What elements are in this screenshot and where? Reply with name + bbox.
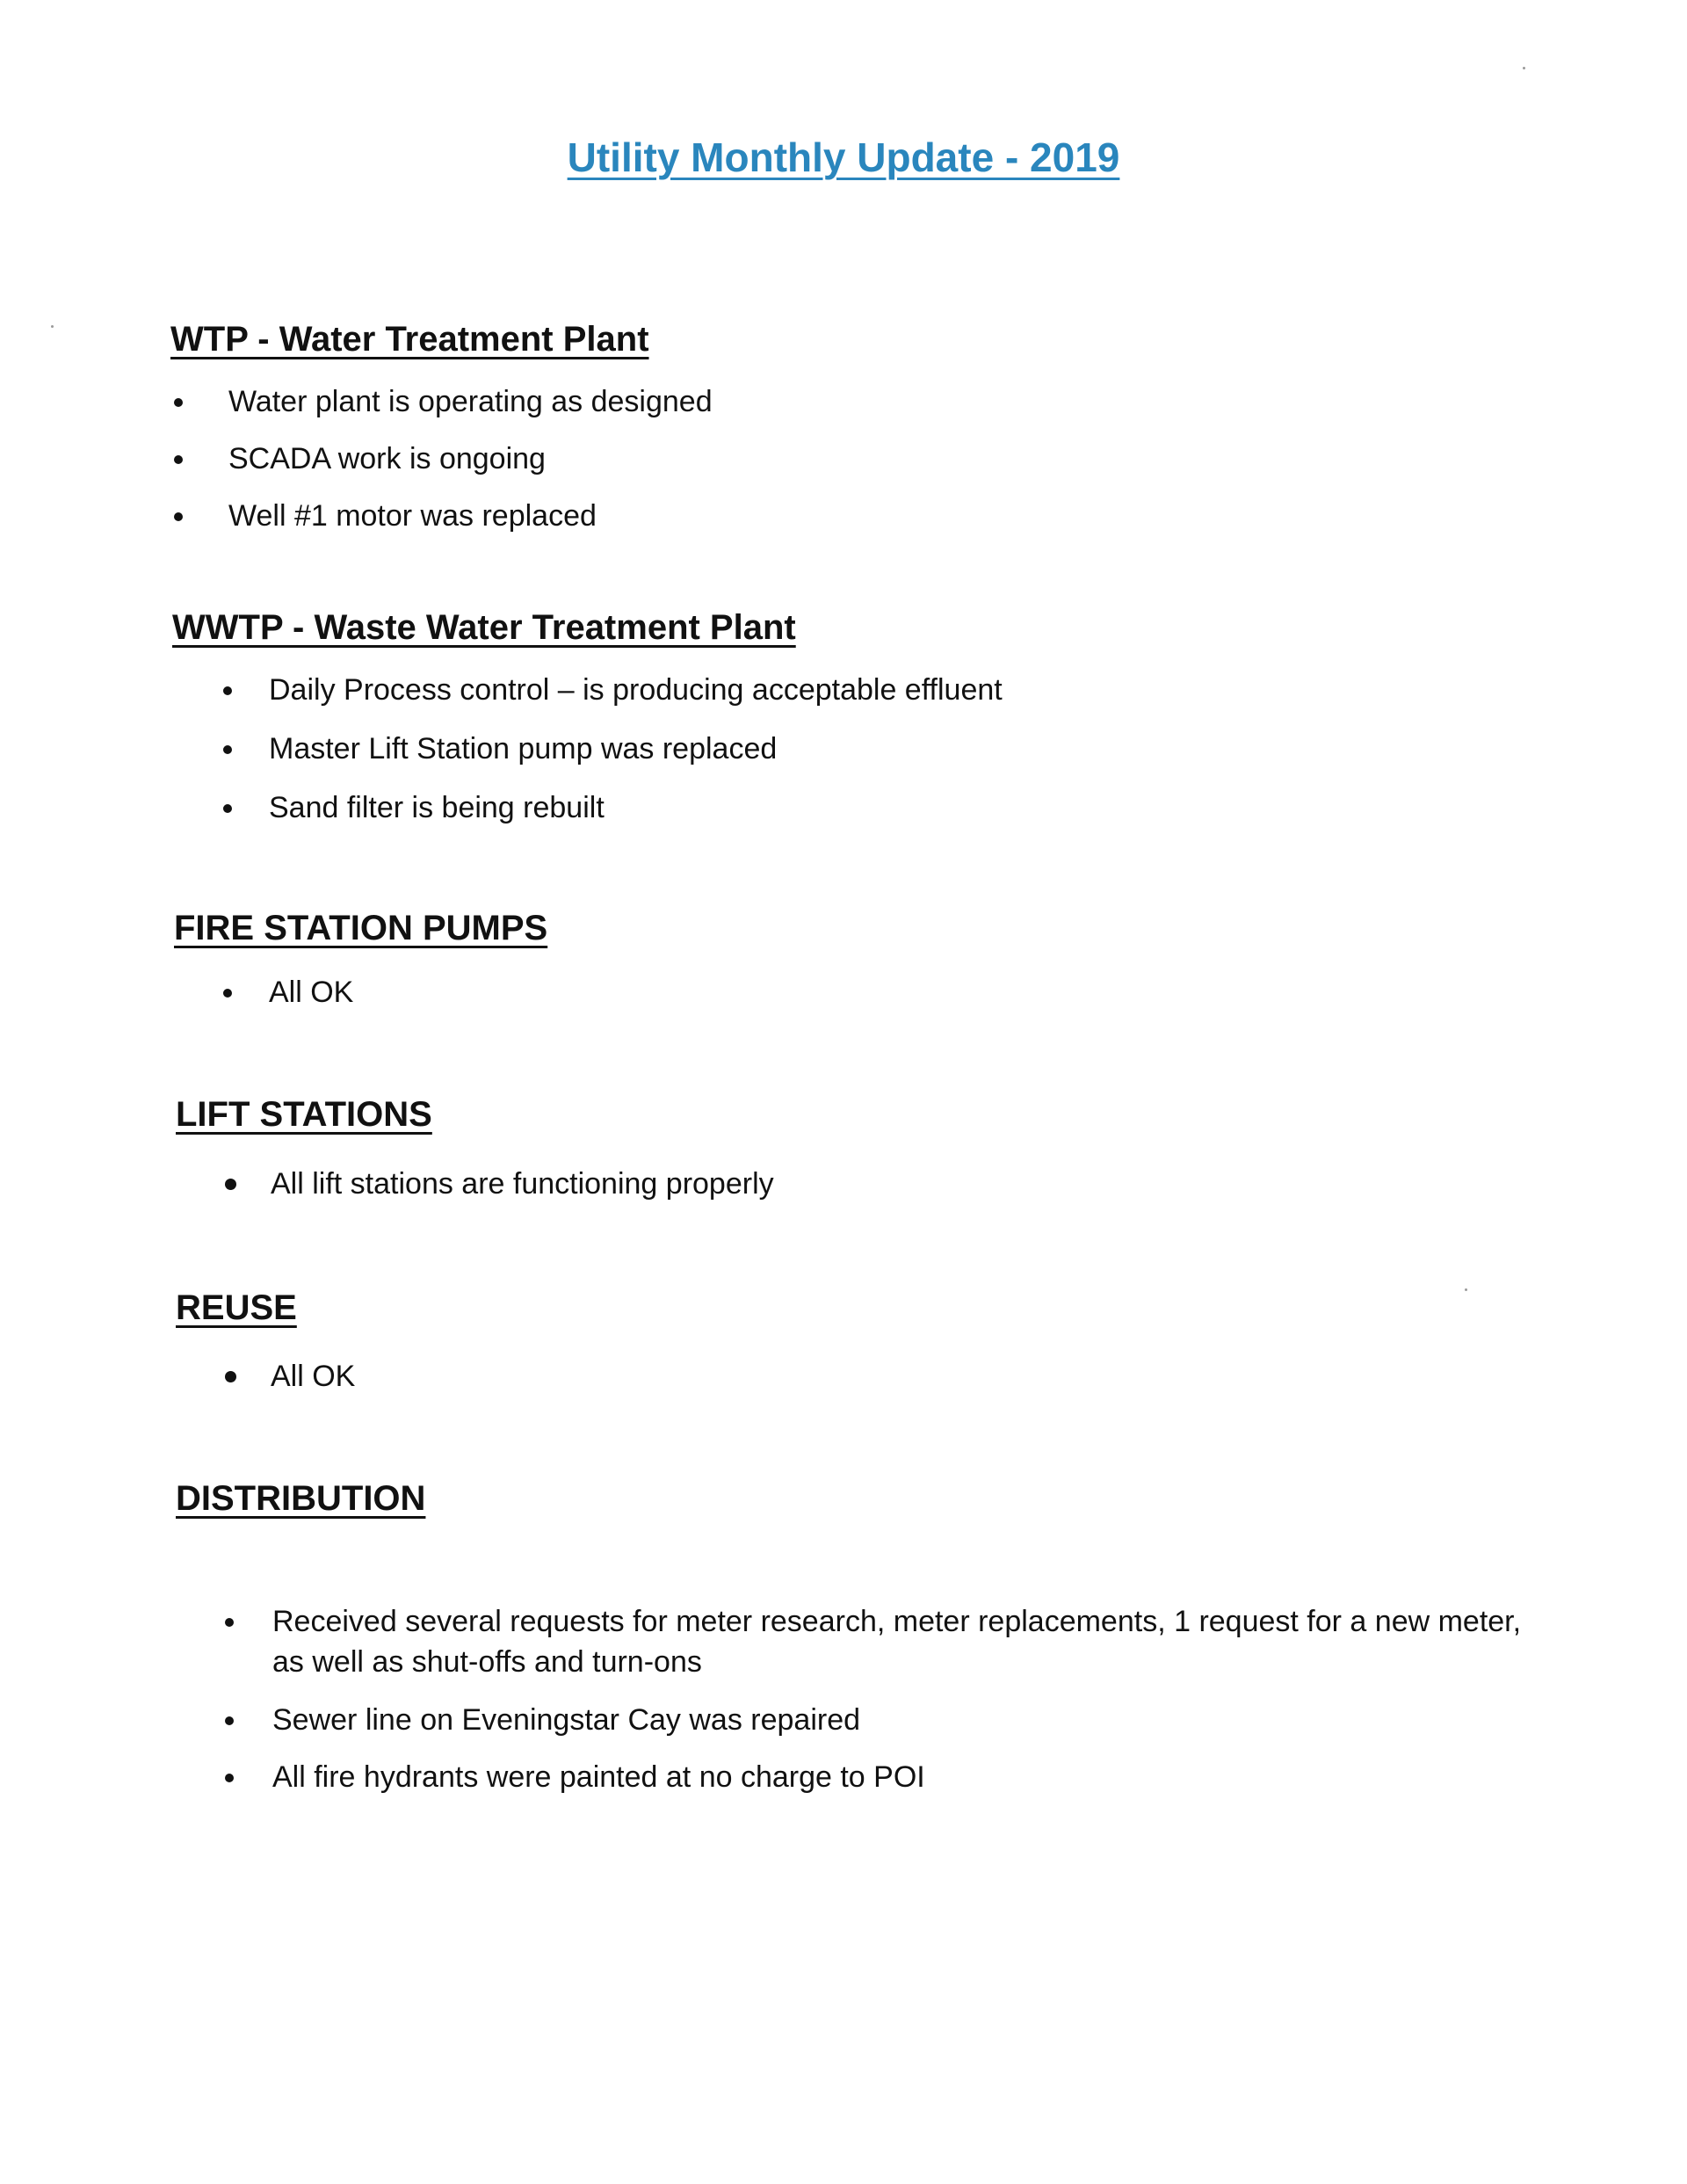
section-heading-distribution: DISTRIBUTION — [176, 1479, 426, 1518]
bullet-icon — [174, 398, 183, 407]
bullet-icon — [225, 1716, 234, 1725]
section-heading-lift-stations: LIFT STATIONS — [176, 1095, 432, 1134]
page-title: Utility Monthly Update - 2019 — [567, 134, 1120, 180]
section-heading-wtp: WTP - Water Treatment Plant — [170, 320, 649, 359]
list-item-text: Water plant is operating as designed — [228, 385, 713, 418]
list-item-text: Received several requests for meter research, meter replacements, 1 request for a new meter, as well as shut-offs and turn-ons — [272, 1605, 1522, 1679]
section-heading-wwtp: WWTP - Waste Water Treatment Plant — [172, 608, 796, 647]
bullet-icon — [225, 1371, 236, 1382]
list-item-text: All OK — [269, 976, 354, 1009]
bullet-icon — [223, 745, 232, 754]
list-item-text: Master Lift Station pump was replaced — [269, 732, 778, 765]
scan-speck — [1523, 67, 1525, 69]
scan-speck — [51, 325, 54, 328]
list-item-text: All lift stations are functioning properly — [271, 1167, 774, 1201]
list-item-text: SCADA work is ongoing — [228, 442, 546, 475]
bullet-icon — [225, 1618, 234, 1627]
bullet-icon — [174, 455, 183, 464]
section-heading-reuse: REUSE — [176, 1288, 297, 1327]
bullet-icon — [225, 1774, 234, 1782]
list-item-text: Sewer line on Eveningstar Cay was repaired — [272, 1703, 861, 1737]
bullet-icon — [174, 512, 183, 521]
bullet-icon — [225, 1179, 236, 1190]
list-item-text: All fire hydrants were painted at no charge to POI — [272, 1760, 925, 1794]
list-item-text: Well #1 motor was replaced — [228, 499, 597, 533]
section-heading-fire-station-pumps: FIRE STATION PUMPS — [174, 909, 548, 947]
scan-speck — [1465, 1288, 1467, 1291]
list-item-text: Sand filter is being rebuilt — [269, 791, 605, 824]
bullet-icon — [223, 989, 232, 998]
list-item-text: All OK — [271, 1360, 356, 1393]
bullet-icon — [223, 686, 232, 695]
list-item-text: Daily Process control – is producing acceptable effluent — [269, 673, 1003, 707]
bullet-icon — [223, 804, 232, 813]
